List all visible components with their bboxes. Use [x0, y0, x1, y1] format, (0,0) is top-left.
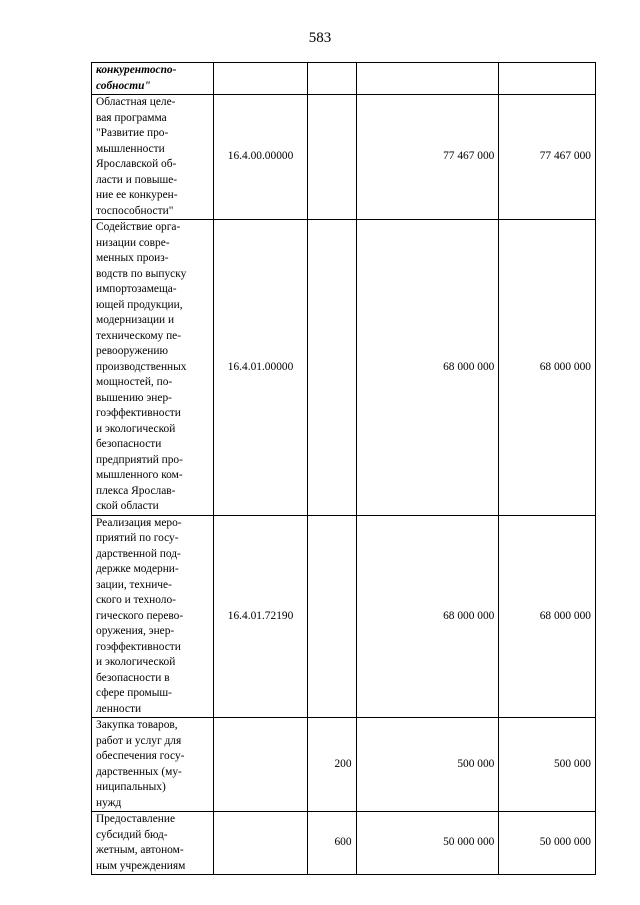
table-row — [92, 515, 596, 718]
table-row — [92, 220, 596, 516]
table-row — [92, 95, 596, 220]
target-code-cell — [213, 718, 307, 812]
amount-2-cell: 500 000 — [499, 718, 596, 812]
expense-type-cell — [308, 95, 356, 220]
amount-1-cell: 50 000 000 — [356, 812, 499, 875]
amount-2-cell: 50 000 000 — [499, 812, 596, 875]
expense-type-cell: 600 — [308, 812, 356, 875]
page-number: 583 — [308, 30, 332, 46]
row-name: конкурентоспо- собности" — [96, 64, 177, 92]
row-name-cell — [92, 63, 214, 95]
target-code-cell: 16.4.00.00000 — [213, 95, 307, 220]
table-row — [92, 718, 596, 812]
row-name: Закупка товаров, работ и услуг для обеспечения госу- дарственных (му- ниципальных) нужд — [96, 719, 185, 809]
amount-1-cell: 68 000 000 — [356, 220, 499, 516]
amount-2-cell — [499, 63, 596, 95]
expense-type-cell: 200 — [308, 718, 356, 812]
table-row — [92, 63, 596, 95]
row-name: Реализация меро- приятий по госу- дарственной под- держке модерни- зации, техниче- ского и техноло- гического перево- оружения, энер- гоэффективности и экологической безопасности в сфере промыш- ленности — [96, 516, 184, 715]
row-name-cell — [92, 515, 214, 718]
table-row — [92, 812, 596, 875]
row-name-cell — [92, 220, 214, 516]
expense-type-cell — [308, 220, 356, 516]
target-code-cell — [213, 812, 307, 875]
row-name-cell — [92, 95, 214, 220]
row-name: Областная целе- вая программа "Развитие про- мышленности Ярославской об- ласти и повыше- ние ее конкурен- тоспособности" — [96, 96, 178, 217]
target-code-cell — [213, 63, 307, 95]
amount-1-cell: 77 467 000 — [356, 95, 499, 220]
amount-1-cell: 68 000 000 — [356, 515, 499, 718]
row-name-cell — [92, 812, 214, 875]
amount-2-cell: 77 467 000 — [499, 95, 596, 220]
amount-1-cell: 500 000 — [356, 718, 499, 812]
budget-table — [91, 62, 596, 875]
row-name: Содействие орга- низации совре- менных произ- водств по выпуску импортозамеща- ющей продукции, модернизации и техническому пе- ревооружению производственных мощностей, по- вышению энер- гоэффективности и экологической безопасности предприятий про- мышленного ком- плекса Ярослав- ской области — [96, 221, 187, 512]
target-code-cell: 16.4.01.00000 — [213, 220, 307, 516]
row-name-cell — [92, 718, 214, 812]
row-name: Предоставление субсидий бюд- жетным, автоном- ным учреждениям — [96, 813, 186, 872]
expense-type-cell — [308, 515, 356, 718]
amount-1-cell — [356, 63, 499, 95]
amount-2-cell: 68 000 000 — [499, 515, 596, 718]
amount-2-cell: 68 000 000 — [499, 220, 596, 516]
target-code-cell: 16.4.01.72190 — [213, 515, 307, 718]
expense-type-cell — [308, 63, 356, 95]
